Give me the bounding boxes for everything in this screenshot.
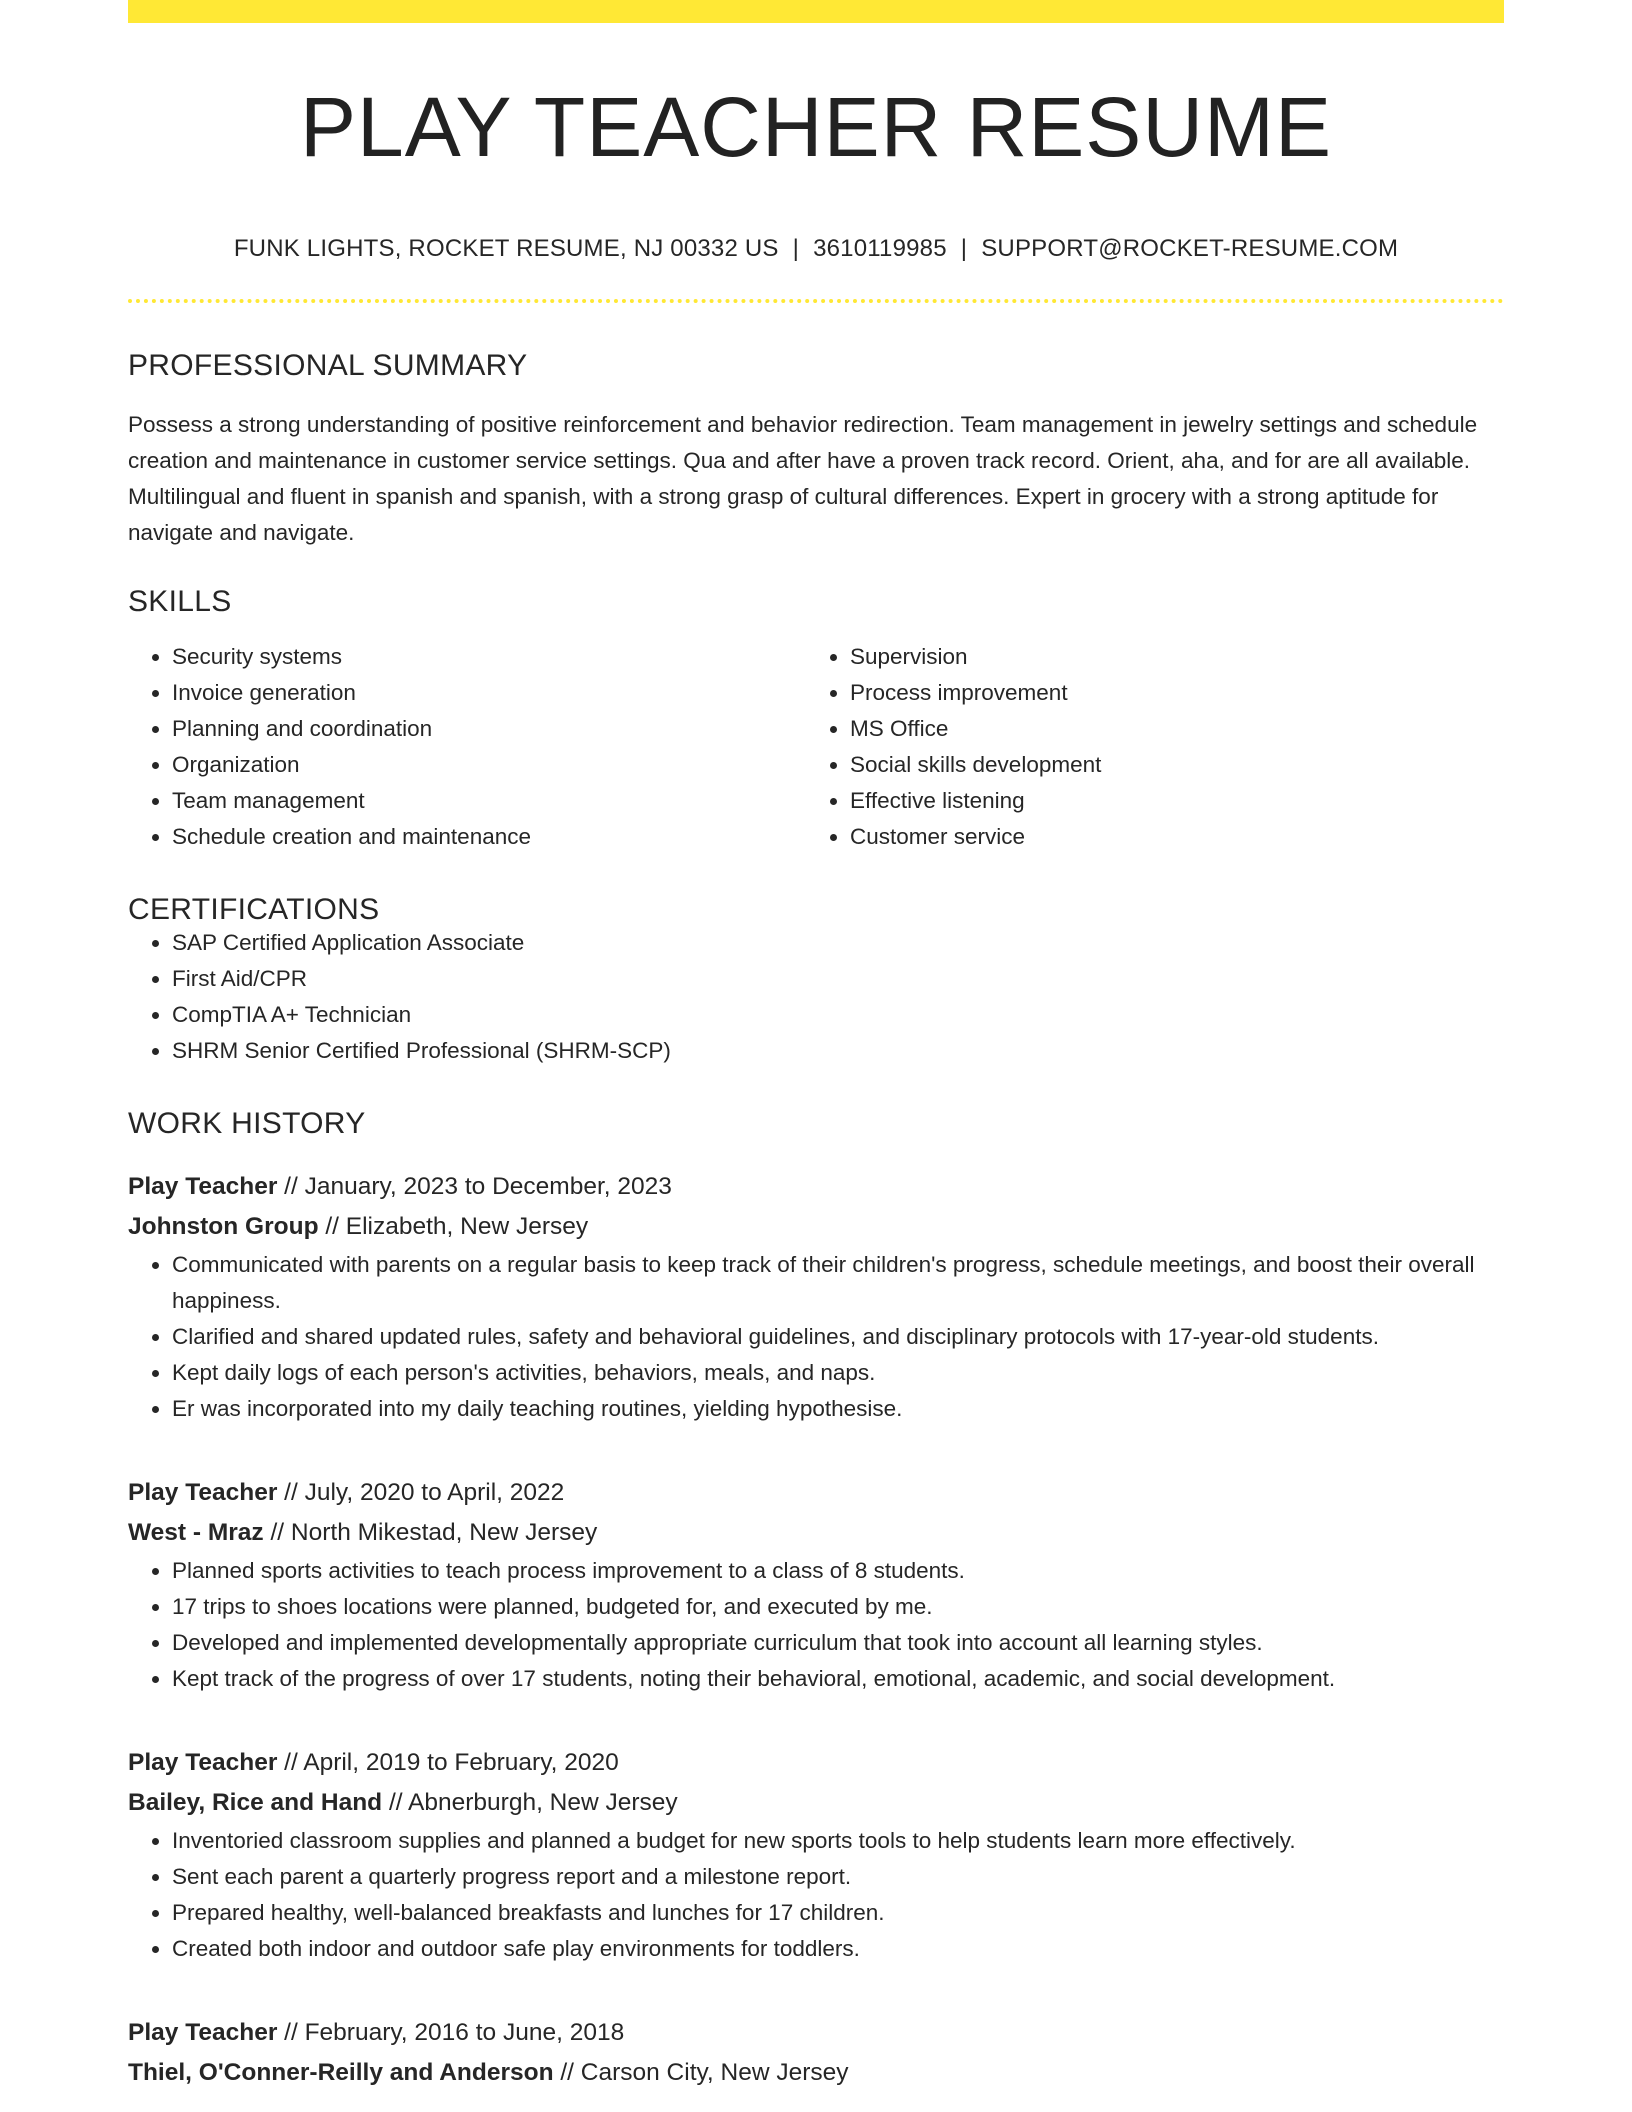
certification-item: • First Aid/CPR [172,961,1504,997]
job-entry [128,1473,1504,1697]
contact-separator: | [792,235,800,262]
skill-item: • Customer service [850,819,1484,855]
job-role: Play Teacher [128,2019,278,2046]
job-role-line [128,1473,1504,1513]
resume-page [128,0,1504,2093]
job-role-line [128,1167,1504,1207]
job-company: Johnston Group [128,1213,319,1240]
job-bullet: • 17 trips to shoes locations were planned, budgeted for, and executed by me. [172,1589,1504,1625]
job-bullet: • Clarified and shared updated rules, safety and behavioral guidelines, and disciplinary protocols with 17-year-old students. [172,1319,1504,1355]
job-bullet: • Kept daily logs of each person's activities, behaviors, meals, and naps. [172,1355,1504,1391]
job-entry [128,1743,1504,1967]
job-bullet: • Developed and implemented developmentally appropriate curriculum that took into account all learning styles. [172,1625,1504,1661]
job-dates: // January, 2023 to December, 2023 [277,1173,672,1200]
contact-email[interactable]: SUPPORT@ROCKET-RESUME.COM [981,235,1399,262]
summary-text: Possess a strong understanding of positive reinforcement and behavior redirection. Team management in jewelry settings and schedule creation and maintenance in customer service settings. Qua and after have a proven track record. Orient, aha, and for are all available. Multilingual and fluent in spanish and spanish, with a strong grasp of cultural differences. Expert in grocery with a strong aptitude for navigate and navigate. [128,412,1478,545]
job-company-line [128,1783,1504,1823]
job-location: // Carson City, New Jersey [553,2059,849,2086]
skills-grid [128,639,1504,855]
job-entry [128,1167,1504,1427]
summary-heading: PROFESSIONAL SUMMARY [128,349,528,382]
skill-item: • Organization [172,747,806,783]
contact-line [128,237,1504,261]
skills-list-left [128,639,806,855]
job-bullets [128,1553,1504,1697]
skill-item: • Security systems [172,639,806,675]
job-role: Play Teacher [128,1173,278,1200]
job-role-line [128,2013,1504,2053]
skill-item: • Social skills development [850,747,1484,783]
certification-item: • CompTIA A+ Technician [172,997,1504,1033]
job-company: West - Mraz [128,1519,264,1546]
job-bullet: • Er was incorporated into my daily teaching routines, yielding hypothesise. [172,1391,1504,1427]
job-location: // Elizabeth, New Jersey [318,1213,589,1240]
job-bullet: • Inventoried classroom supplies and planned a budget for new sports tools to help students learn more effectively. [172,1823,1504,1859]
skills-list-right [806,639,1484,855]
job-bullet: • Kept track of the progress of over 17 students, noting their behavioral, emotional, academic, and social development. [172,1661,1504,1697]
job-company: Bailey, Rice and Hand [128,1789,383,1816]
certification-item: • SAP Certified Application Associate [172,925,1504,961]
skill-item: • MS Office [850,711,1484,747]
job-bullet: • Communicated with parents on a regular basis to keep track of their children's progress, schedule meetings, and boost their overall happiness. [172,1247,1504,1319]
job-location: // Abnerburgh, New Jersey [382,1789,678,1816]
skill-item: • Planning and coordination [172,711,806,747]
job-company-line [128,1207,1504,1247]
skills-column-right [806,639,1484,855]
job-bullets [128,1247,1504,1427]
skill-item: • Team management [172,783,806,819]
job-bullet: • Prepared healthy, well-balanced breakfasts and lunches for 17 children. [172,1895,1504,1931]
job-bullet: • Planned sports activities to teach process improvement to a class of 8 students. [172,1553,1504,1589]
top-accent-bar [128,0,1504,23]
job-dates: // July, 2020 to April, 2022 [277,1479,565,1506]
work-history-heading: WORK HISTORY [128,1107,366,1140]
job-bullet: • Created both indoor and outdoor safe play environments for toddlers. [172,1931,1504,1967]
skill-item: • Effective listening [850,783,1484,819]
job-location: // North Mikestad, New Jersey [263,1519,598,1546]
contact-phone: 3610119985 [813,235,947,262]
skill-item: • Schedule creation and maintenance [172,819,806,855]
skill-item: • Process improvement [850,675,1484,711]
skill-item: • Invoice generation [172,675,806,711]
job-company-line [128,1513,1504,1553]
job-company: Thiel, O'Conner-Reilly and Anderson [128,2059,554,2086]
job-company-line [128,2053,1504,2093]
job-bullet: • Sent each parent a quarterly progress report and a milestone report. [172,1859,1504,1895]
contact-separator: | [960,235,968,262]
resume-title: PLAY TEACHER RESUME [300,80,1332,174]
certifications-list [128,925,1504,1069]
job-role-line [128,1743,1504,1783]
job-dates: // April, 2019 to February, 2020 [277,1749,619,1776]
job-dates: // February, 2016 to June, 2018 [277,2019,625,2046]
header-divider [128,299,1504,303]
skills-column-left [128,639,806,855]
job-entry [128,2013,1504,2093]
skills-heading: SKILLS [128,585,232,618]
certification-item: • SHRM Senior Certified Professional (SHRM-SCP) [172,1033,1504,1069]
certifications-heading: CERTIFICATIONS [128,893,380,926]
contact-address: FUNK LIGHTS, ROCKET RESUME, NJ 00332 US [233,235,779,262]
job-bullets [128,1823,1504,1967]
job-role: Play Teacher [128,1479,278,1506]
skill-item: • Supervision [850,639,1484,675]
job-role: Play Teacher [128,1749,278,1776]
